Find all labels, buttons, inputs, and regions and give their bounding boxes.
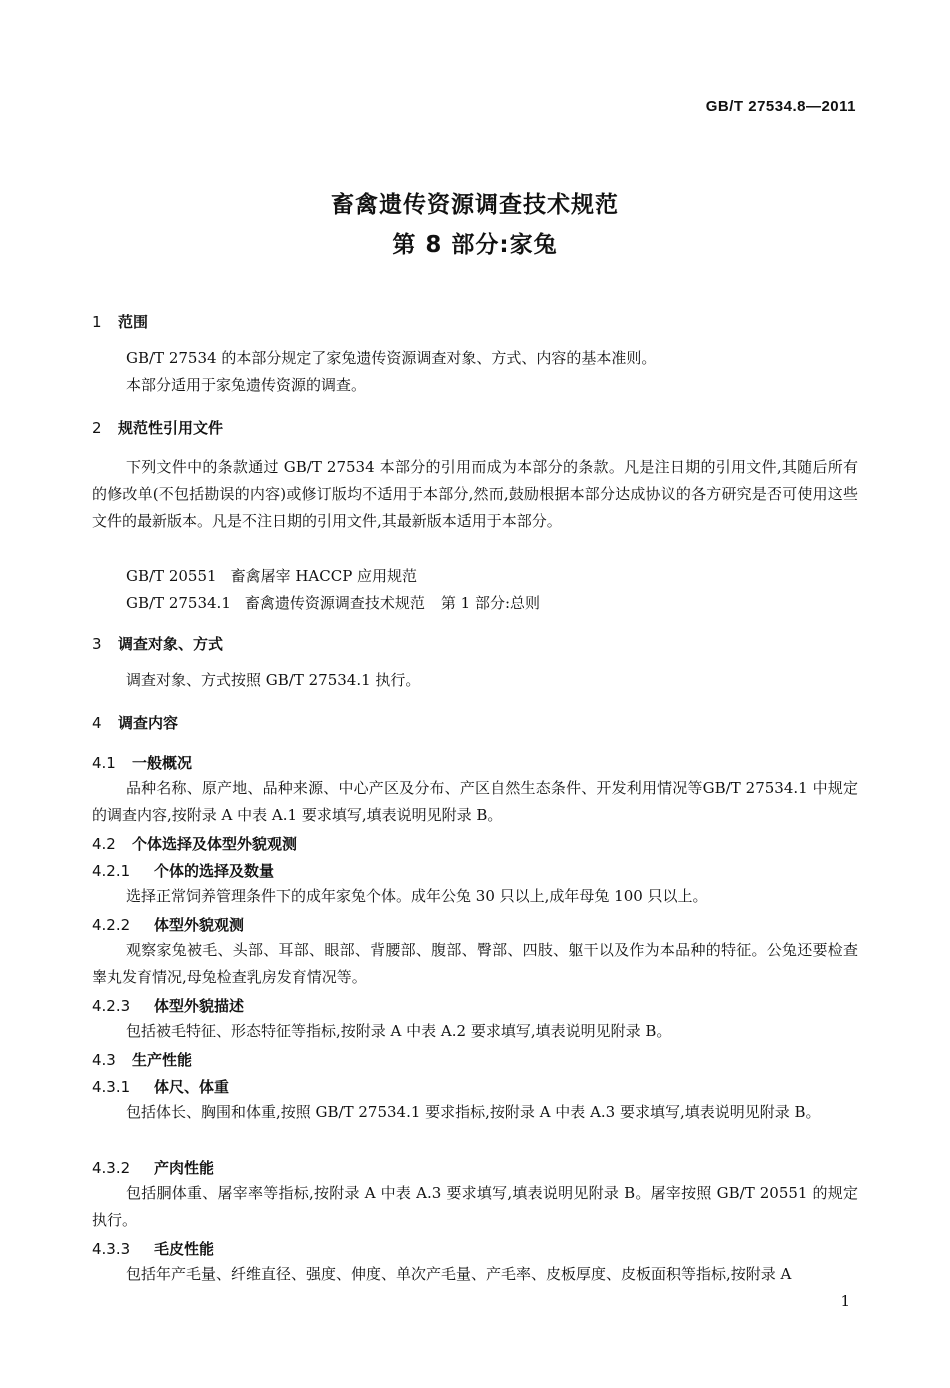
reference-title: 畜禽遗传资源调查技术规范 bbox=[244, 594, 425, 612]
document-subtitle: 第 8 部分:家兔 bbox=[392, 232, 558, 258]
section-title: 调查内容 bbox=[118, 714, 179, 732]
section-title: 范围 bbox=[118, 313, 149, 331]
reference-subtitle: 第 1 部分:总则 bbox=[440, 594, 541, 612]
paragraph: 包括胴体重、屠宰率等指标,按附录 A 中表 A.3 要求填写,填表说明见附录 B。屠宰按照 GB/T 20551 的规定执行。 bbox=[92, 1184, 858, 1229]
section-number: 4.3.2 bbox=[92, 1159, 131, 1177]
subsection-heading-4-3-2 bbox=[92, 1157, 214, 1178]
page-number: 1 bbox=[840, 1292, 850, 1310]
paragraph: 包括被毛特征、形态特征等指标,按附录 A 中表 A.2 要求填写,填表说明见附录 B。 bbox=[126, 1022, 672, 1040]
section-title: 规范性引用文件 bbox=[118, 419, 224, 437]
subsection-heading-4-2-3 bbox=[92, 995, 244, 1016]
section-title: 体型外貌观测 bbox=[154, 916, 245, 934]
reference-code: GB/T 27534.1 bbox=[126, 594, 231, 612]
section-number: 1 bbox=[92, 313, 102, 331]
section-title: 体尺、体重 bbox=[154, 1078, 230, 1096]
document-title: 畜禽遗传资源调查技术规范 bbox=[331, 192, 619, 218]
section-heading-4 bbox=[92, 712, 178, 733]
section-title: 调查对象、方式 bbox=[118, 635, 224, 653]
subsection-heading-4-3-1 bbox=[92, 1076, 229, 1097]
section-number: 4.2.3 bbox=[92, 997, 131, 1015]
subsection-heading-4-3-3 bbox=[92, 1238, 214, 1259]
section-title: 个体的选择及数量 bbox=[154, 862, 275, 880]
paragraph: 包括体长、胸围和体重,按照 GB/T 27534.1 要求指标,按附录 A 中表 A.3 要求填写,填表说明见附录 B。 bbox=[126, 1103, 821, 1121]
subsection-heading-4-2-1 bbox=[92, 860, 274, 881]
paragraph: 包括年产毛量、纤维直径、强度、伸度、单次产毛量、产毛率、皮板厚度、皮板面积等指标,按附录 A bbox=[126, 1265, 792, 1283]
paragraph: 下列文件中的条款通过 GB/T 27534 本部分的引用而成为本部分的条款。凡是注日期的引用文件,其随后所有的修改单(不包括勘误的内容)或修订版均不适用于本部分,然而,鼓励根据本部分达成协议的各方研究是否可使用这些文件的最新版本。凡是不注日期的引用文件,其最新版本适用于本部分。 bbox=[92, 458, 858, 530]
section-heading-3 bbox=[92, 633, 223, 654]
section-number: 4.2 bbox=[92, 835, 116, 853]
standard-code: GB/T 27534.8—2011 bbox=[705, 98, 856, 115]
section-number: 2 bbox=[92, 419, 102, 437]
section-number: 3 bbox=[92, 635, 102, 653]
paragraph: 本部分适用于家兔遗传资源的调查。 bbox=[126, 376, 367, 394]
paragraph: 观察家兔被毛、头部、耳部、眼部、背腰部、腹部、臀部、四肢、躯干以及作为本品种的特征。公兔还要检查睾丸发育情况,母兔检查乳房发育情况等。 bbox=[92, 941, 858, 986]
paragraph: GB/T 27534 的本部分规定了家兔遗传资源调查对象、方式、内容的基本准则。 bbox=[126, 349, 657, 367]
section-number: 4.2.2 bbox=[92, 916, 131, 934]
section-heading-1 bbox=[92, 311, 148, 332]
section-title: 产肉性能 bbox=[154, 1159, 215, 1177]
reference-code: GB/T 20551 bbox=[126, 567, 217, 585]
reference-entry bbox=[126, 565, 417, 586]
subsection-heading-4-2-2 bbox=[92, 914, 244, 935]
subsection-heading-4-1 bbox=[92, 752, 192, 773]
section-number: 4.1 bbox=[92, 754, 116, 772]
section-title: 一般概况 bbox=[132, 754, 193, 772]
section-number: 4.3 bbox=[92, 1051, 116, 1069]
subsection-heading-4-3 bbox=[92, 1049, 192, 1070]
section-number: 4.3.3 bbox=[92, 1240, 131, 1258]
paragraph: 品种名称、原产地、品种来源、中心产区及分布、产区自然生态条件、开发利用情况等GB/T 27534.1 中规定的调查内容,按附录 A 中表 A.1 要求填写,填表说明见附录 B。 bbox=[92, 779, 858, 824]
paragraph: 选择正常饲养管理条件下的成年家兔个体。成年公兔 30 只以上,成年母兔 100 只以上。 bbox=[126, 887, 708, 905]
section-title: 个体选择及体型外貌观测 bbox=[132, 835, 298, 853]
paragraph: 调查对象、方式按照 GB/T 27534.1 执行。 bbox=[126, 671, 421, 689]
section-number: 4.2.1 bbox=[92, 862, 131, 880]
reference-title: 畜禽屠宰 HACCP 应用规范 bbox=[230, 567, 418, 585]
section-title: 毛皮性能 bbox=[154, 1240, 215, 1258]
section-title: 生产性能 bbox=[132, 1051, 193, 1069]
reference-entry bbox=[126, 592, 540, 613]
section-heading-2 bbox=[92, 417, 223, 438]
subsection-heading-4-2 bbox=[92, 833, 297, 854]
section-number: 4 bbox=[92, 714, 102, 732]
section-number: 4.3.1 bbox=[92, 1078, 131, 1096]
section-title: 体型外貌描述 bbox=[154, 997, 245, 1015]
